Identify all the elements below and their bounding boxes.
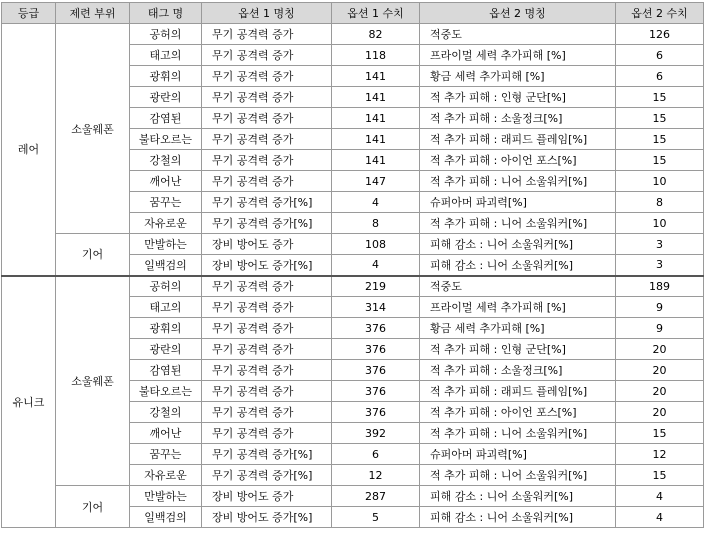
- option2-name-cell: 슈퍼아머 파괴력[%]: [420, 444, 616, 465]
- option2-value-cell: 15: [616, 150, 704, 171]
- option1-value-cell: 376: [332, 381, 420, 402]
- option2-name-cell: 황금 세력 추가피해 [%]: [420, 66, 616, 87]
- option1-name-cell: 무기 공격력 증가: [202, 108, 332, 129]
- tag-cell: 태고의: [130, 297, 202, 318]
- option1-value-cell: 4: [332, 192, 420, 213]
- option2-name-cell: 적중도: [420, 276, 616, 297]
- option1-name-cell: 무기 공격력 증가: [202, 402, 332, 423]
- option2-value-cell: 15: [616, 465, 704, 486]
- option1-name-cell: 장비 방어도 증가: [202, 234, 332, 255]
- tag-cell: 꿈꾸는: [130, 444, 202, 465]
- header-row: [2, 3, 704, 24]
- tag-cell: 불타오르는: [130, 381, 202, 402]
- tag-cell: 광란의: [130, 87, 202, 108]
- header-tag: 태그 명: [130, 3, 202, 24]
- option2-name-cell: 적 추가 피해 : 인형 군단[%]: [420, 339, 616, 360]
- option1-value-cell: 376: [332, 402, 420, 423]
- option1-name-cell: 무기 공격력 증가: [202, 381, 332, 402]
- option1-value-cell: 5: [332, 507, 420, 528]
- part-cell: 소울웨폰: [56, 24, 130, 234]
- option-table: [1, 2, 704, 528]
- option1-value-cell: 376: [332, 360, 420, 381]
- table-row: [2, 24, 704, 45]
- option2-value-cell: 20: [616, 381, 704, 402]
- option1-value-cell: 141: [332, 108, 420, 129]
- option2-name-cell: 적 추가 피해 : 인형 군단[%]: [420, 87, 616, 108]
- option2-name-cell: 피해 감소 : 니어 소울워커[%]: [420, 234, 616, 255]
- option2-name-cell: 적 추가 피해 : 니어 소울워커[%]: [420, 423, 616, 444]
- option1-value-cell: 287: [332, 486, 420, 507]
- option1-name-cell: 무기 공격력 증가: [202, 87, 332, 108]
- option2-value-cell: 126: [616, 24, 704, 45]
- option2-value-cell: 8: [616, 192, 704, 213]
- tag-cell: 깨어난: [130, 423, 202, 444]
- option2-value-cell: 6: [616, 45, 704, 66]
- option1-name-cell: 무기 공격력 증가[%]: [202, 213, 332, 234]
- tag-cell: 감염된: [130, 360, 202, 381]
- tag-cell: 광란의: [130, 339, 202, 360]
- header-grade: 등급: [2, 3, 56, 24]
- option1-name-cell: 무기 공격력 증가[%]: [202, 444, 332, 465]
- tag-cell: 일백검의: [130, 507, 202, 528]
- part-cell: 기어: [56, 486, 130, 528]
- option2-name-cell: 프라이멀 세력 추가피해 [%]: [420, 45, 616, 66]
- option1-value-cell: 314: [332, 297, 420, 318]
- option1-value-cell: 219: [332, 276, 420, 297]
- option2-value-cell: 10: [616, 213, 704, 234]
- header-option2-value: 옵션 2 수치: [616, 3, 704, 24]
- option2-name-cell: 적 추가 피해 : 래피드 플레임[%]: [420, 381, 616, 402]
- part-cell: 기어: [56, 234, 130, 276]
- option2-value-cell: 3: [616, 234, 704, 255]
- option1-value-cell: 376: [332, 339, 420, 360]
- tag-cell: 태고의: [130, 45, 202, 66]
- tag-cell: 자유로운: [130, 213, 202, 234]
- option2-name-cell: 피해 감소 : 니어 소울워커[%]: [420, 255, 616, 276]
- option1-value-cell: 108: [332, 234, 420, 255]
- option2-value-cell: 20: [616, 360, 704, 381]
- option2-value-cell: 20: [616, 402, 704, 423]
- option2-value-cell: 15: [616, 87, 704, 108]
- option1-name-cell: 무기 공격력 증가: [202, 297, 332, 318]
- grade-cell: 유니크: [2, 276, 56, 528]
- option1-value-cell: 118: [332, 45, 420, 66]
- option2-value-cell: 20: [616, 339, 704, 360]
- tag-cell: 자유로운: [130, 465, 202, 486]
- tag-cell: 강철의: [130, 402, 202, 423]
- option1-name-cell: 무기 공격력 증가: [202, 360, 332, 381]
- option1-name-cell: 무기 공격력 증가: [202, 129, 332, 150]
- option2-name-cell: 적 추가 피해 : 소울정크[%]: [420, 108, 616, 129]
- option1-name-cell: 무기 공격력 증가: [202, 423, 332, 444]
- option2-name-cell: 프라이멀 세력 추가피해 [%]: [420, 297, 616, 318]
- option2-name-cell: 피해 감소 : 니어 소울워커[%]: [420, 486, 616, 507]
- option1-value-cell: 392: [332, 423, 420, 444]
- header-part: 제련 부위: [56, 3, 130, 24]
- option2-value-cell: 9: [616, 297, 704, 318]
- option2-value-cell: 9: [616, 318, 704, 339]
- option1-name-cell: 무기 공격력 증가: [202, 171, 332, 192]
- option1-value-cell: 82: [332, 24, 420, 45]
- option1-name-cell: 장비 방어도 증가: [202, 486, 332, 507]
- tag-cell: 깨어난: [130, 171, 202, 192]
- option2-name-cell: 황금 세력 추가피해 [%]: [420, 318, 616, 339]
- option1-name-cell: 장비 방어도 증가[%]: [202, 507, 332, 528]
- option1-value-cell: 141: [332, 66, 420, 87]
- option1-name-cell: 무기 공격력 증가: [202, 24, 332, 45]
- option2-name-cell: 슈퍼아머 파괴력[%]: [420, 192, 616, 213]
- option2-name-cell: 적 추가 피해 : 소울정크[%]: [420, 360, 616, 381]
- option2-value-cell: 189: [616, 276, 704, 297]
- option2-value-cell: 12: [616, 444, 704, 465]
- header-option1-value: 옵션 1 수치: [332, 3, 420, 24]
- option2-value-cell: 3: [616, 255, 704, 276]
- tag-cell: 광휘의: [130, 66, 202, 87]
- option2-name-cell: 적 추가 피해 : 아이언 포스[%]: [420, 150, 616, 171]
- table-row: [2, 234, 704, 255]
- option2-name-cell: 적 추가 피해 : 니어 소울워커[%]: [420, 171, 616, 192]
- option2-name-cell: 적 추가 피해 : 니어 소울워커[%]: [420, 465, 616, 486]
- option1-value-cell: 141: [332, 129, 420, 150]
- option1-name-cell: 무기 공격력 증가[%]: [202, 192, 332, 213]
- table-row: [2, 276, 704, 297]
- option2-value-cell: 4: [616, 486, 704, 507]
- option2-value-cell: 4: [616, 507, 704, 528]
- option2-name-cell: 적 추가 피해 : 아이언 포스[%]: [420, 402, 616, 423]
- option2-value-cell: 6: [616, 66, 704, 87]
- option1-name-cell: 무기 공격력 증가: [202, 339, 332, 360]
- option2-value-cell: 15: [616, 423, 704, 444]
- option2-name-cell: 적 추가 피해 : 래피드 플레임[%]: [420, 129, 616, 150]
- option1-name-cell: 무기 공격력 증가: [202, 45, 332, 66]
- option2-value-cell: 15: [616, 129, 704, 150]
- tag-cell: 만발하는: [130, 234, 202, 255]
- option2-value-cell: 15: [616, 108, 704, 129]
- option1-value-cell: 4: [332, 255, 420, 276]
- option1-value-cell: 12: [332, 465, 420, 486]
- tag-cell: 광휘의: [130, 318, 202, 339]
- option2-name-cell: 적중도: [420, 24, 616, 45]
- option2-name-cell: 적 추가 피해 : 니어 소울워커[%]: [420, 213, 616, 234]
- header-option2-name: 옵션 2 명칭: [420, 3, 616, 24]
- tag-cell: 만발하는: [130, 486, 202, 507]
- option1-name-cell: 무기 공격력 증가[%]: [202, 465, 332, 486]
- option2-value-cell: 10: [616, 171, 704, 192]
- option1-name-cell: 무기 공격력 증가: [202, 318, 332, 339]
- tag-cell: 일백검의: [130, 255, 202, 276]
- tag-cell: 강철의: [130, 150, 202, 171]
- tag-cell: 불타오르는: [130, 129, 202, 150]
- grade-cell: 레어: [2, 24, 56, 276]
- tag-cell: 공허의: [130, 276, 202, 297]
- option1-name-cell: 무기 공격력 증가: [202, 276, 332, 297]
- option1-value-cell: 6: [332, 444, 420, 465]
- option1-value-cell: 141: [332, 150, 420, 171]
- option1-value-cell: 147: [332, 171, 420, 192]
- table-body: [2, 24, 704, 528]
- option1-name-cell: 장비 방어도 증가[%]: [202, 255, 332, 276]
- header-option1-name: 옵션 1 명칭: [202, 3, 332, 24]
- option1-name-cell: 무기 공격력 증가: [202, 150, 332, 171]
- option1-name-cell: 무기 공격력 증가: [202, 66, 332, 87]
- tag-cell: 공허의: [130, 24, 202, 45]
- option1-value-cell: 376: [332, 318, 420, 339]
- tag-cell: 꿈꾸는: [130, 192, 202, 213]
- tag-cell: 감염된: [130, 108, 202, 129]
- option1-value-cell: 141: [332, 87, 420, 108]
- part-cell: 소울웨폰: [56, 276, 130, 486]
- table-row: [2, 486, 704, 507]
- option1-value-cell: 8: [332, 213, 420, 234]
- option2-name-cell: 피해 감소 : 니어 소울워커[%]: [420, 507, 616, 528]
